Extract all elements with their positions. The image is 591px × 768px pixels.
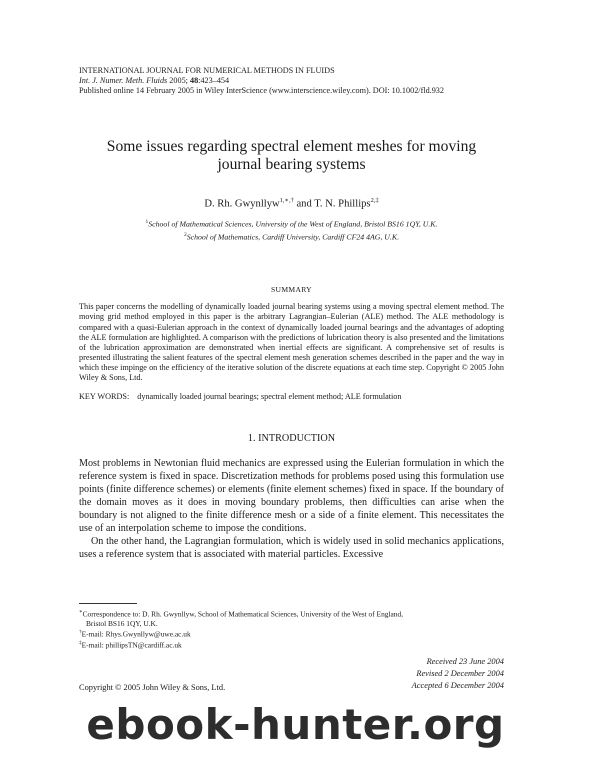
footnote-mark: ∗ — [79, 609, 83, 615]
footnote-mark: † — [79, 628, 82, 635]
received-dates — [412, 656, 504, 693]
paper-page — [79, 66, 504, 561]
abstract-text: This paper concerns the modelling of dynamically loaded journal bearing systems using a moving spectral element method. The moving grid method employed in this paper is the arbitrary Lagrangian–Eulerian (ALE) method. The ALE methodology is compared with a quasi-Eulerian approach in the context of dynamically loaded journal bearings and the advantages of adopting the ALE formulation are highlighted. A comparison with the predictions of lubrication theory is also presented and the limitations of the lubrication approximation are demonstrated when inertial effects are significant. A comprehensive set of results is presented illustrating the salient features of the spectral element mesh generation schemes described in the paper and the way in which these impinge on the efficiency of the iterative solution of the discrete equations at each time step. Copyright © 2005 John Wiley & Sons, Ltd. — [79, 302, 504, 382]
citation-volume: 48 — [189, 76, 199, 86]
author-1: D. Rh. Gwynllyw — [204, 198, 280, 210]
affiliation-mark: 2 — [183, 231, 187, 238]
affiliation-2 — [79, 230, 504, 243]
date-received: Received 23 June 2004 — [426, 657, 504, 666]
footnote-2 — [79, 628, 504, 639]
date-revised: Revised 2 December 2004 — [416, 669, 504, 679]
affiliation-1 — [79, 217, 504, 230]
citation-pages: :423–454 — [198, 76, 230, 86]
copyright-line: Copyright © 2005 John Wiley & Sons, Ltd. — [79, 683, 226, 692]
keywords-text: dynamically loaded journal bearings; spectral element method; ALE formulation — [137, 392, 402, 402]
footnote-1-cont: Bristol BS16 1QY, U.K. — [86, 618, 158, 628]
author-1-marks: 1,∗,† — [279, 196, 294, 204]
footnote-3 — [79, 639, 504, 650]
author-2: T. N. Phillips — [314, 198, 371, 210]
summary-heading: SUMMARY — [271, 285, 312, 295]
journal-header — [79, 66, 504, 97]
author-line — [79, 196, 504, 210]
affiliations — [79, 217, 504, 242]
citation-year: 2005; — [169, 76, 188, 86]
footnote-1 — [79, 608, 504, 619]
footnote-mark: ‡ — [79, 639, 82, 646]
citation-abbrev: Int. J. Numer. Meth. Fluids — [79, 76, 168, 86]
author-conjunction: and — [296, 198, 312, 210]
keywords — [79, 392, 504, 402]
section-heading: 1. INTRODUCTION — [247, 433, 336, 445]
citation-line — [79, 76, 504, 86]
paragraph: On the other hand, the Lagrangian formulation, which is widely used in solid mechanics applications, uses a reference system that is associated with material particles. Excessive — [79, 536, 504, 561]
footnote-text: E-mail: Rhys.Gwynllyw@uwe.ac.uk — [81, 629, 191, 639]
section-body — [79, 457, 504, 561]
watermark: ebook-hunter.org — [86, 700, 505, 749]
footnote-text: E-mail: phillipsTN@cardiff.ac.uk — [81, 640, 182, 650]
paragraph: Most problems in Newtonian fluid mechanics are expressed using the Eulerian formulation in which the reference system is fixed in space. Discretization methods for problems posed using this formulation use points (finite difference schemes) or elements (finite element schemes) fixed in space. If the boundary of the domain moves as it does in moving boundary problems, then difficulties can arise when the boundary is not aligned to the finite difference mesh or a side of a finite element. This necessitates the use of an interpolation scheme to impose the conditions. — [79, 458, 504, 535]
affiliation-text: School of Mathematical Sciences, University of the West of England, Bristol BS16 1QY, U.K. — [148, 219, 438, 229]
paper-title: Some issues regarding spectral element meshes for moving journal bearing systems — [106, 137, 477, 173]
date-accepted: Accepted 6 December 2004 — [411, 681, 504, 691]
journal-name: INTERNATIONAL JOURNAL FOR NUMERICAL METHODS IN FLUIDS — [79, 66, 335, 75]
author-2-marks: 2,‡ — [370, 196, 379, 204]
footnotes — [79, 608, 504, 649]
affiliation-mark: 1 — [145, 219, 149, 226]
publication-line: Published online 14 February 2005 in Wiley InterScience (www.interscience.wiley.com). DOI: 10.1002/fld.932 — [79, 86, 444, 96]
footnote-text: Correspondence to: D. Rh. Gwynllyw, School of Mathematical Sciences, University of the West of England, — [82, 609, 404, 619]
footnote-rule — [79, 603, 137, 604]
affiliation-text: School of Mathematics, Cardiff University, Cardiff CF24 4AG, U.K. — [186, 232, 400, 242]
keywords-label: KEY WORDS: — [79, 392, 130, 402]
